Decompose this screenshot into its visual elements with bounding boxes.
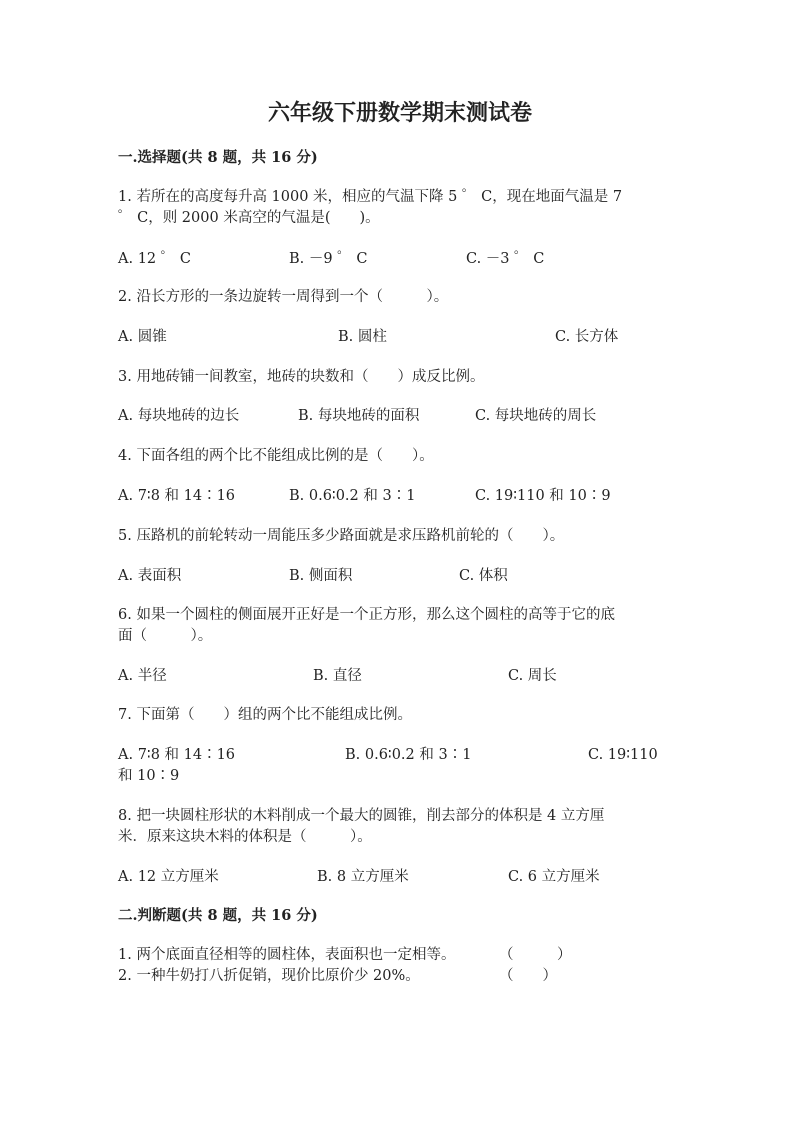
question-7-option-b: B. 0.6∶0.2 和 3∶1 (345, 747, 472, 763)
question-7-line-1: 7. 下面第（ ）组的两个比不能组成比例。 (118, 707, 412, 723)
question-1-option-b: B. －9 ゜ C (289, 251, 368, 267)
question-8-option-a: A. 12 立方厘米 (118, 869, 219, 885)
question-6-option-c: C. 周长 (508, 668, 557, 684)
judgment-2-text: 2. 一种牛奶打八折促销，现价比原价少 20%。 (118, 968, 420, 984)
question-4-option-c: C. 19∶110 和 10∶9 (475, 488, 611, 504)
question-8-option-c: C. 6 立方厘米 (508, 869, 600, 885)
question-5-line-1: 5. 压路机的前轮转动一周能压多少路面就是求压路机前轮的（ ）。 (118, 528, 565, 544)
question-6-option-a: A. 半径 (118, 668, 167, 684)
question-4-option-a: A. 7∶8 和 14∶16 (118, 488, 236, 504)
question-3-option-c: C. 每块地砖的周长 (475, 408, 597, 424)
question-8-line-2: 米．原来这块木料的体积是（ ）。 (118, 829, 372, 845)
question-6-option-b: B. 直径 (313, 668, 362, 684)
question-1-line-2: ゜ C，则 2000 米高空的气温是( )。 (118, 210, 380, 226)
question-8-option-b: B. 8 立方厘米 (317, 869, 409, 885)
question-6-line-2: 面（ ）。 (118, 628, 213, 644)
question-3-option-a: A. 每块地砖的边长 (118, 408, 240, 424)
question-4-line-1: 4. 下面各组的两个比不能组成比例的是（ ）。 (118, 448, 434, 464)
judgment-1-blank: （ ） (499, 947, 572, 963)
question-1-option-a: A. 12 ゜ C (118, 251, 191, 267)
judgment-1-text: 1. 两个底面直径相等的圆柱体，表面积也一定相等。 (118, 947, 456, 963)
question-5-option-a: A. 表面积 (118, 568, 182, 584)
question-5-option-b: B. 侧面积 (289, 568, 353, 584)
question-2-line-1: 2. 沿长方形的一条边旋转一周得到一个（ ）。 (118, 289, 449, 305)
question-5-option-c: C. 体积 (459, 568, 508, 584)
question-2-option-a: A. 圆锥 (118, 329, 167, 345)
question-3-option-b: B. 每块地砖的面积 (298, 408, 420, 424)
question-1-line-1: 1. 若所在的高度每升高 1000 米，相应的气温下降 5 ゜ C，现在地面气温是 7 (118, 189, 623, 205)
page-title: 六年级下册数学期末测试卷 (267, 100, 532, 126)
question-2-option-c: C. 长方体 (555, 329, 619, 345)
judgment-2-blank: （ ） (499, 968, 557, 984)
question-8-line-1: 8. 把一块圆柱形状的木料削成一个最大的圆锥，削去部分的体积是 4 立方厘 (118, 808, 605, 824)
question-7-option-a: A. 7∶8 和 14∶16 (118, 747, 236, 763)
question-6-line-1: 6. 如果一个圆柱的侧面展开正好是一个正方形，那么这个圆柱的高等于它的底 (118, 607, 615, 623)
question-7-option-c-continuation: 和 10∶9 (118, 768, 180, 784)
question-7-option-c: C. 19∶110 (588, 747, 658, 763)
question-3-line-1: 3. 用地砖铺一间教室，地砖的块数和（ ）成反比例。 (118, 369, 485, 385)
question-1-option-c: C. －3 ゜ C (466, 251, 545, 267)
section-heading-choice: 一.选择题(共 8 题，共 16 分) (118, 149, 318, 166)
question-4-option-b: B. 0.6∶0.2 和 3∶1 (289, 488, 416, 504)
question-2-option-b: B. 圆柱 (338, 329, 387, 345)
section-heading-judgment: 二.判断题(共 8 题，共 16 分) (118, 907, 318, 924)
